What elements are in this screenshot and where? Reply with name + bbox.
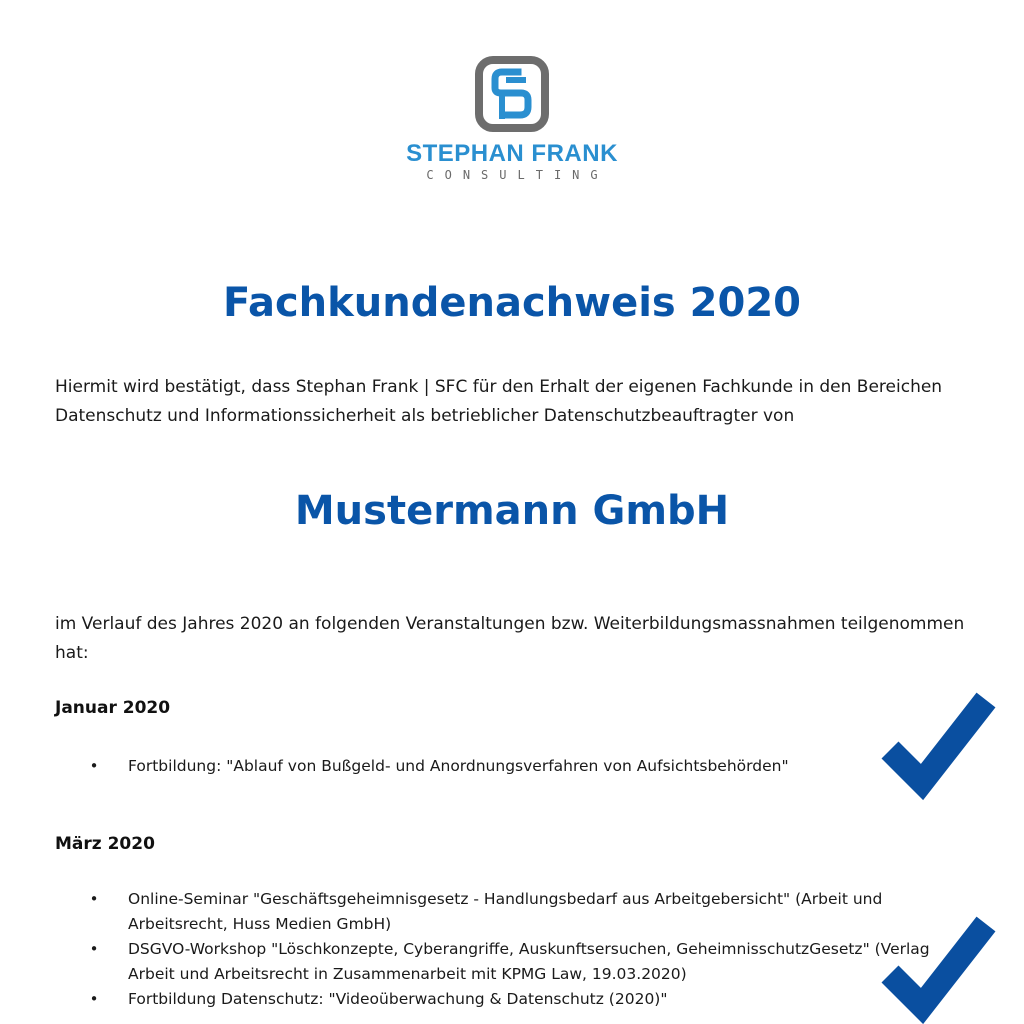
brand-subtitle: CONSULTING	[426, 168, 609, 182]
period-paragraph: im Verlauf des Jahres 2020 an folgenden Veranstaltungen bzw. Weiterbildungsmassnahmen teilgenommen hat:	[55, 614, 965, 663]
section-list-januar	[0, 754, 958, 779]
bullet-icon: •	[89, 757, 99, 775]
bullet-icon: •	[89, 990, 99, 1008]
checkmark-icon	[874, 910, 1000, 1024]
bullet-icon: •	[89, 940, 99, 958]
list-item-text: Online-Seminar "Geschäftsgeheimnisgesetz - Handlungsbedarf aus Arbeitgebersicht" (Arbeit und Arbeitsrecht, Huss Medien GmbH)	[128, 890, 883, 933]
intro-paragraph: Hiermit wird bestätigt, dass Stephan Frank | SFC für den Erhalt der eigenen Fachkunde in den Bereichen Datenschutz und Informationssicherheit als betrieblicher Datenschutzbeauftragter von	[55, 377, 943, 426]
company-name: Mustermann GmbH	[294, 488, 730, 534]
list-item	[0, 987, 958, 1012]
checkmark-icon	[874, 686, 1000, 802]
section-heading-maerz: März 2020	[55, 834, 155, 854]
brand-name: STEPHAN FRANK	[406, 140, 618, 167]
section-heading-januar: Januar 2020	[55, 698, 171, 718]
bullet-icon: •	[89, 890, 99, 908]
document-title: Fachkundenachweis 2020	[223, 280, 801, 326]
list-item	[0, 887, 958, 937]
list-item-text: DSGVO-Workshop "Löschkonzepte, Cyberangriffe, Auskunftsersuchen, GeheimnisschutzGesetz" (Verlag Arbeit und Arbeitsrecht in Zusammenarbeit mit KPMG Law, 19.03.2020)	[128, 940, 930, 983]
list-item	[0, 937, 958, 987]
sfc-logo-icon	[474, 55, 550, 133]
section-list-maerz	[0, 887, 958, 1012]
list-item-text: Fortbildung Datenschutz: "Videoüberwachung & Datenschutz (2020)"	[128, 990, 668, 1008]
list-item-text: Fortbildung: "Ablauf von Bußgeld- und Anordnungsverfahren von Aufsichtsbehörden"	[128, 757, 789, 775]
list-item	[0, 754, 958, 779]
company-logo	[0, 55, 1024, 182]
